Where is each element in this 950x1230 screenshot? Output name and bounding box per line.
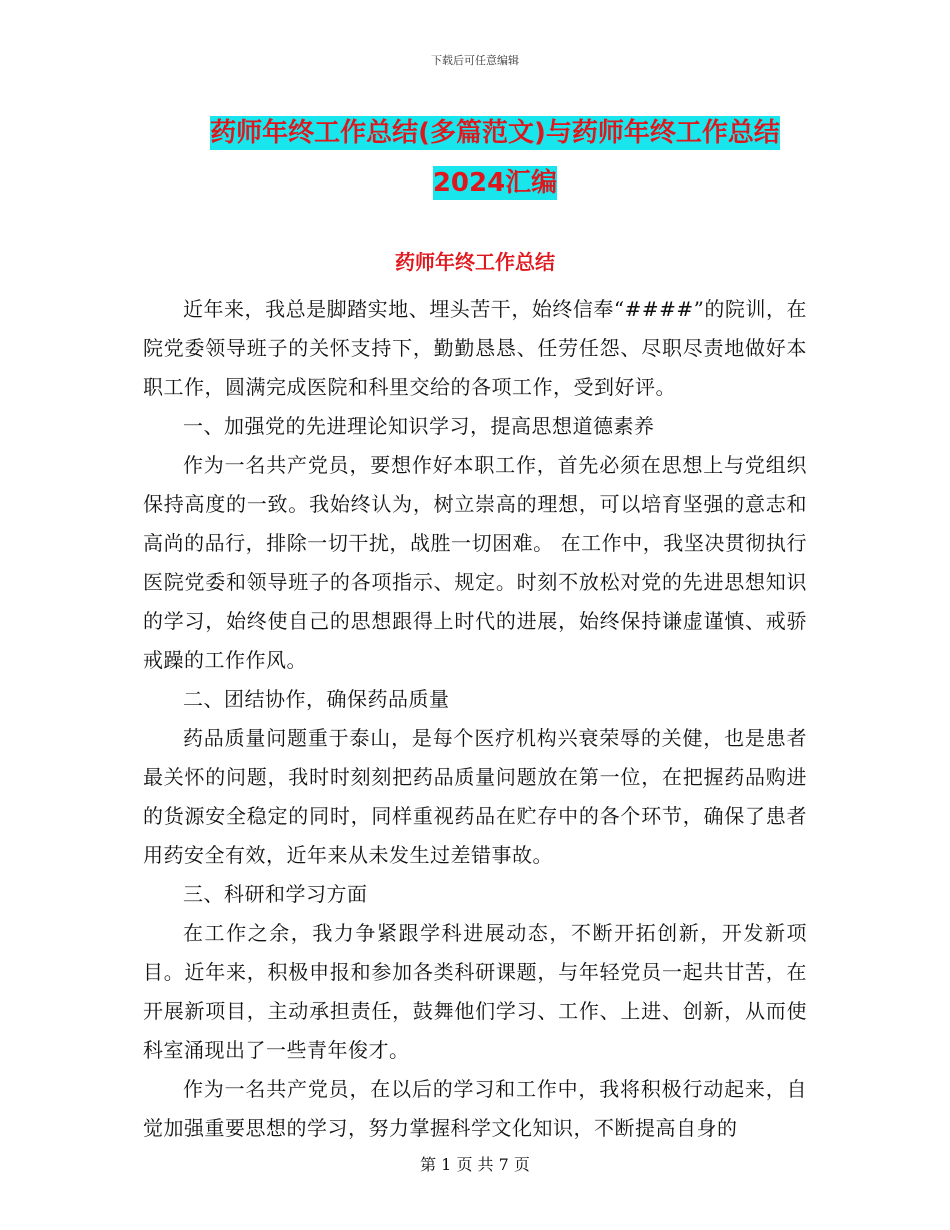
heading-one: 一、加强党的先进理论知识学习，提高思想道德素养 (183, 414, 655, 438)
document-title (120, 108, 870, 208)
document-title-line-1: 药师年终工作总结(多篇范文)与药师年终工作总结 (210, 118, 780, 148)
section-title: 药师年终工作总结 (395, 250, 555, 274)
heading-two: 二、团结协作，确保药品质量 (183, 687, 450, 711)
document-title-line-2: 2024汇编 (432, 168, 558, 198)
paragraph-intro: 近年来，我总是脚踏实地、埋头苦干，始终信奉“####”的院训，在院党委领导班子的关怀支持下，勤勤恳恳、任劳任怨、尽职尽责地做好本职工作，圆满完成医院和科里交给的各项工作，受到好评。 (143, 297, 807, 399)
paragraph-three: 在工作之余，我力争紧跟学科进展动态，不断开拓创新，开发新项目。近年来，积极申报和参加各类科研课题，与年轻党员一起共甘苦，在开展新项目，主动承担责任，鼓舞他们学习、工作、上进、创新，从而使科室涌现出了一些青年俊才。 (143, 921, 807, 1062)
document-body (143, 290, 807, 1148)
page-footer: 第 1 页 共 7 页 (420, 1155, 530, 1174)
paragraph-one: 作为一名共产党员，要想作好本职工作，首先必须在思想上与党组织保持高度的一致。我始终认为，树立崇高的理想，可以培育坚强的意志和高尚的品行，排除一切干扰，战胜一切困难。 在工作中，我坚决贯彻执行医院党委和领导班子的各项指示、规定。时刻不放松对党的先进思想知识的学习，始终使自己的思想跟得上时代的进展，始终保持谦虚谨慎、戒骄戒躁的工作作风。 (143, 453, 807, 672)
heading-three: 三、科研和学习方面 (183, 882, 368, 906)
header-note: 下载后可任意编辑 (431, 54, 519, 67)
paragraph-closing: 作为一名共产党员，在以后的学习和工作中，我将积极行动起来，自觉加强重要思想的学习，努力掌握科学文化知识，不断提高自身的 (143, 1077, 807, 1140)
paragraph-two: 药品质量问题重于泰山，是每个医疗机构兴衰荣辱的关健，也是患者最关怀的问题，我时时刻刻把药品质量问题放在第一位，在把握药品购进的货源安全稳定的同时，同样重视药品在贮存中的各个环节，确保了患者用药安全有效，近年来从未发生过差错事故。 (143, 726, 807, 867)
